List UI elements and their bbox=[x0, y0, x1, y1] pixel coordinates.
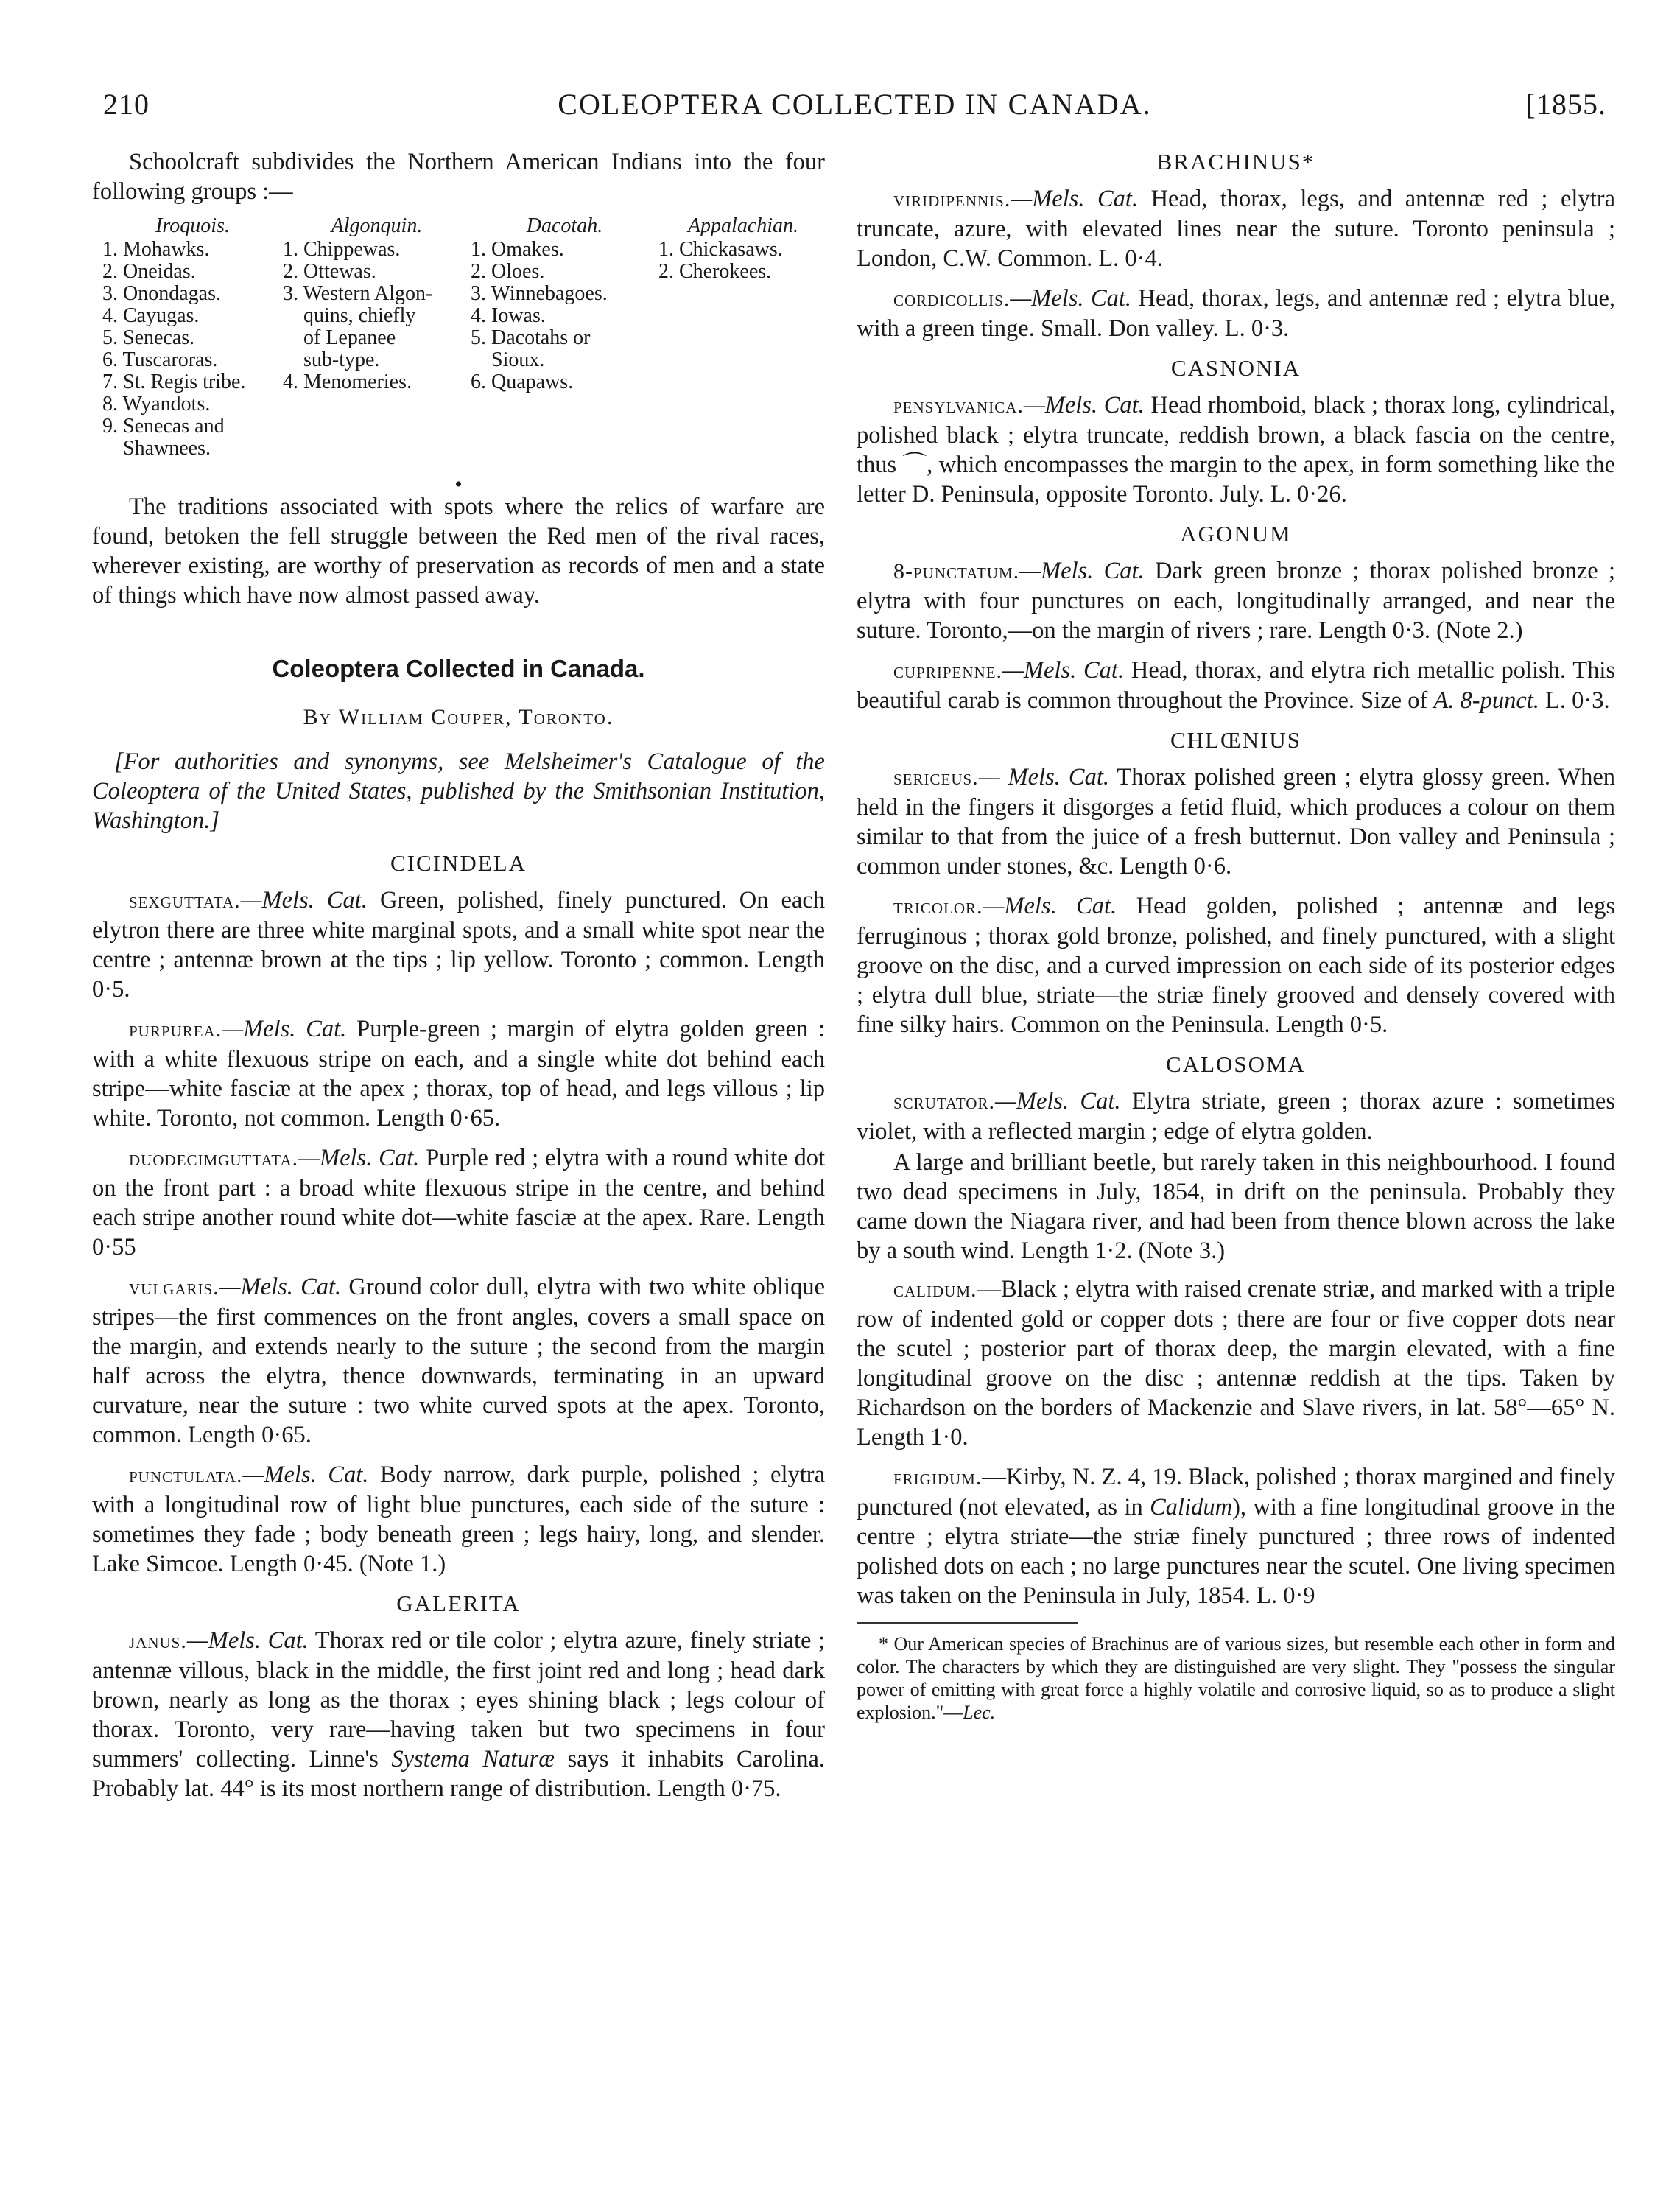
group-cell: 2. Cherokees. bbox=[658, 260, 772, 283]
group-cell: 4. Menomeries. bbox=[283, 371, 412, 393]
species-description: Elytra striate, green ; thorax azure : sometimes violet, with a reflected margin ; edge of elytra golden. bbox=[857, 1088, 1615, 1145]
species-entry-calidum bbox=[857, 1274, 1615, 1452]
byline: By William Couper, Toronto. bbox=[303, 705, 614, 729]
species-citation: — Mels. Cat. bbox=[978, 764, 1109, 790]
species-entry-duodecimguttata bbox=[92, 1143, 825, 1262]
genus-heading-galerita: GALERITA bbox=[396, 1590, 521, 1616]
group-cell bbox=[471, 415, 658, 438]
species-description: —Black ; elytra with raised crenate striæ, and marked with a triple row of indented gold or copper dots ; there are four or five copper dots near the scutel ; posterior part of thorax deep, the margin elevated, with a fine longitudinal groove on the disc ; antennæ reddish at the tips. Taken by Richardson on the borders of Mackenzie and Slave rivers, in lat. 58°—65° N. Length 1·0. bbox=[857, 1276, 1615, 1450]
genus-heading-casnonia: CASNONIA bbox=[1170, 355, 1301, 381]
book-title: Systema Naturæ bbox=[391, 1746, 555, 1772]
group-cell bbox=[471, 438, 658, 460]
species-citation: —Mels. Cat. bbox=[1010, 285, 1132, 312]
species-description: Head rhomboid, black ; thorax long, cylindrical, polished black ; elytra truncate, reddish brown, a black fascia on the centre, thus ⌒, which encompasses the margin to the apex, in form something like the letter D. Peninsula, opposite Toronto. July. L. 0·26. bbox=[857, 392, 1615, 508]
group-cell bbox=[283, 415, 471, 438]
species-citation: —Mels. Cat. bbox=[222, 1016, 347, 1042]
species-citation: —Mels. Cat. bbox=[994, 1088, 1121, 1115]
group-cell: 8. Wyandots. bbox=[102, 393, 211, 415]
species-entry-cupripenne bbox=[857, 656, 1615, 715]
footnote-rule bbox=[857, 1622, 1078, 1624]
species-name: frigidum. bbox=[893, 1465, 983, 1490]
species-description-cont: ), with a fine longitudinal groove in the centre ; elytra striate—the striæ finely punctured ; three rows of indented polished dots on each ; no large punctures near the scutel. One living specimen was taken on the Peninsula in July, 1854. L. 0·9 bbox=[857, 1494, 1615, 1609]
running-year: [1855. bbox=[1525, 88, 1606, 121]
group-cell: Sioux. bbox=[471, 348, 545, 371]
species-entry-frigidum bbox=[857, 1462, 1615, 1610]
species-entry-vulgaris bbox=[92, 1272, 825, 1450]
intro-paragraph: Schoolcraft subdivides the Northern American Indians into the four following groups :— bbox=[92, 149, 825, 205]
group-cell bbox=[658, 415, 828, 438]
species-name: cordicollis. bbox=[893, 287, 1011, 311]
authorities-note: [For authorities and synonyms, see Melsheimer's Catalogue of the Coleoptera of the United States, published by the Smithsonian Institution, Washington.] bbox=[92, 748, 825, 834]
indian-groups-table bbox=[102, 215, 825, 460]
species-name: calidum. bbox=[893, 1277, 977, 1302]
species-name: sericeus. bbox=[893, 765, 979, 790]
group-header: Dacotah. bbox=[526, 214, 603, 237]
species-citation: —Mels. Cat. bbox=[1019, 558, 1145, 584]
species-description-cont: says it inhabits Carolina. Probably lat. 44° is its most northern range of distribution. Length 0·75. bbox=[92, 1746, 825, 1802]
group-cell bbox=[283, 393, 471, 415]
group-cell: 5. Senecas. bbox=[102, 326, 195, 349]
genus-heading-chlaenius: CHLŒNIUS bbox=[1170, 727, 1301, 753]
group-cell: 1. Omakes. bbox=[471, 238, 564, 261]
footnote-text: * Our American species of Brachinus are of various sizes, but resemble each other in form and color. The characters by which they are distinguished are very slight. They "possess the singular power of emitting with great force a highly volatile and corrosive liquid, so as to produce a slight explosion."— bbox=[857, 1633, 1615, 1723]
species-description: Purple red ; elytra with a round white dot on the front part : a broad white flexuous stripe in the centre, and behind each stripe another round white dot—white fasciæ at the apex. Rare. Length 0·55 bbox=[92, 1145, 826, 1260]
species-name: sexguttata. bbox=[129, 888, 241, 913]
group-cell bbox=[658, 283, 828, 305]
group-cell: 2. Oneidas. bbox=[102, 260, 196, 283]
genus-heading-agonum: AGONUM bbox=[1180, 521, 1292, 547]
genus-heading-cicindela: CICINDELA bbox=[390, 850, 527, 876]
group-cell: 3. Onondagas. bbox=[102, 282, 221, 305]
footnote-citation: Lec. bbox=[963, 1702, 996, 1723]
left-column bbox=[92, 147, 825, 1814]
footnote bbox=[857, 1632, 1615, 1724]
group-header: Appalachian. bbox=[687, 214, 799, 237]
group-cell: 1. Chippewas. bbox=[283, 238, 401, 261]
species-name: cupripenne. bbox=[893, 659, 1003, 683]
species-description: Thorax polished green ; elytra glossy green. When held in the fingers it disgorges a fetid fluid, which produces a colour on them similar to that from the juice of a fresh butternut. Don valley and Peninsula ; common under stones, &c. Length 0·6. bbox=[857, 764, 1615, 880]
group-cell bbox=[658, 371, 828, 393]
species-name: vulgaris. bbox=[129, 1275, 219, 1299]
species-description: Head, thorax, and elytra rich metallic polish. This beautiful carab is common throughout the Province. Size of bbox=[857, 657, 1616, 714]
species-name: tricolor. bbox=[893, 894, 983, 919]
genus-heading-calosoma: CALOSOMA bbox=[1166, 1051, 1306, 1077]
species-entry-8-punctatum bbox=[857, 556, 1615, 645]
species-reference: Calidum bbox=[1150, 1494, 1233, 1520]
group-cell bbox=[283, 438, 471, 460]
species-description: Dark green bronze ; thorax polished bronze ; elytra with four punctures on each, longitudinally arranged, and near the suture. Toronto,—on the margin of rivers ; rare. Length 0·3. (Note 2.) bbox=[857, 558, 1615, 644]
species-citation: —Mels. Cat. bbox=[219, 1274, 342, 1300]
species-citation: —Mels. Cat. bbox=[242, 1462, 369, 1488]
species-description: Head, thorax, legs, and antennæ red ; elytra truncate, azure, with elevated lines near the suture. Toronto peninsula ; London, C.W. Common. L. 0·4. bbox=[857, 186, 1615, 272]
group-cell: 5. Dacotahs or bbox=[471, 326, 591, 349]
group-cell: 1. Chickasaws. bbox=[658, 238, 783, 261]
scrutator-note: A large and brilliant beetle, but rarely taken in this neighbourhood. I found two dead specimens in July, 1854, in drift on the peninsula. Probably they came down the Niagara river, and had been from thence blown across the lake by a south wind. Length 1·2. (Note 3.) bbox=[857, 1149, 1615, 1264]
species-name: purpurea. bbox=[129, 1017, 222, 1042]
traditions-paragraph: The traditions associated with spots where the relics of warfare are found, betoken the fell struggle between the Red men of the rival races, wherever existing, are worthy of preservation as records of men and a state of things which have now almost passed away. bbox=[92, 494, 825, 608]
group-header: Algonquin. bbox=[331, 214, 423, 237]
species-entry-sericeus bbox=[857, 762, 1615, 881]
species-name: janus. bbox=[129, 1629, 187, 1653]
species-entry-scrutator bbox=[857, 1087, 1615, 1146]
species-description: Body narrow, dark purple, polished ; elytra with a longitudinal row of light blue punctures, each side of the suture : sometimes they fade ; body beneath green ; legs hairy, long, and slender. Lake Simcoe. Length 0·45. (Note 1.) bbox=[92, 1462, 826, 1577]
species-description: Ground color dull, elytra with two white oblique stripes—the first commences on the front angles, covers a small space on the margin, and extends nearly to the suture ; the second from the margin half across the elytra, thence downwards, terminating in an upward curvature, near the suture : two white curved spots at the apex. Toronto, common. Length 0·65. bbox=[92, 1274, 825, 1448]
stray-dot: • bbox=[454, 472, 463, 497]
group-cell bbox=[658, 393, 828, 415]
running-title: COLEOPTERA COLLECTED IN CANADA. bbox=[558, 88, 1152, 121]
species-name: pensylvanica. bbox=[893, 393, 1024, 418]
species-description: Head golden, polished ; antennæ and legs ferruginous ; thorax gold bronze, polished, and finely punctured, with a slight groove on the disc, and a curved impression on each side of its posterior edges ; elytra dull blue, striate—the striæ finely grooved and densely covered with fine silky hairs. Common on the Peninsula. Length 0·5. bbox=[857, 893, 1615, 1038]
species-name: duodecimguttata. bbox=[129, 1146, 299, 1171]
species-description: Purple-green ; margin of elytra golden green : with a white flexuous stripe on each, and a single white dot behind each stripe—white fasciæ at the apex ; thorax, top of head, and legs villous ; lip white. Toronto, not common. Length 0·65. bbox=[92, 1016, 825, 1132]
page-number: 210 bbox=[103, 88, 150, 121]
group-cell: 7. St. Regis tribe. bbox=[102, 371, 246, 393]
species-description: Thorax red or tile color ; elytra azure, finely striate ; antennæ villous, black in the middle, the first joint red and long ; head dark brown, nearly as long as the thorax ; eyes shining black ; legs colour of thorax. Toronto, very rare—having taken but two specimens in four summers' collecting. Linne's bbox=[92, 1627, 826, 1772]
species-citation: —Mels. Cat. bbox=[1002, 657, 1125, 684]
group-cell bbox=[658, 327, 828, 349]
group-cell: 3. Western Algon- bbox=[283, 282, 433, 305]
species-description: Green, polished, finely punctured. On each elytron there are three white marginal spots, and a small white spot near the centre ; antennæ brown at the tips ; lip yellow. Toronto ; common. Length 0·5. bbox=[92, 887, 826, 1003]
species-entry-pensylvanica bbox=[857, 390, 1615, 509]
species-entry-tricolor bbox=[857, 891, 1615, 1039]
group-cell: 6. Quapaws. bbox=[471, 371, 574, 393]
species-entry-janus bbox=[92, 1626, 825, 1803]
group-cell: 2. Oloes. bbox=[471, 260, 545, 283]
species-citation: —Mels. Cat. bbox=[1011, 186, 1139, 212]
group-cell: 4. Cayugas. bbox=[102, 304, 200, 327]
group-cell: 1. Mohawks. bbox=[102, 238, 210, 261]
group-cell bbox=[658, 349, 828, 371]
group-cell bbox=[658, 305, 828, 327]
species-entry-cordicollis bbox=[857, 284, 1615, 343]
group-cell: Shawnees. bbox=[102, 437, 211, 460]
group-cell: quins, chiefly bbox=[283, 304, 416, 327]
running-head bbox=[103, 87, 1606, 131]
group-cell: 9. Senecas and bbox=[102, 415, 225, 438]
species-reference: A. 8-punct. bbox=[1433, 687, 1539, 714]
species-name: viridipennis. bbox=[893, 187, 1011, 211]
species-description-cont: L. 0·3. bbox=[1539, 687, 1610, 714]
group-cell bbox=[471, 393, 658, 415]
species-entry-viridipennis bbox=[857, 184, 1615, 273]
group-cell: 4. Iowas. bbox=[471, 304, 546, 327]
species-description: Head, thorax, legs, and antennæ red ; elytra blue, with a green tinge. Small. Don valley. L. 0·3. bbox=[857, 285, 1615, 342]
species-entry-purpurea bbox=[92, 1014, 825, 1133]
group-cell: 3. Winnebagoes. bbox=[471, 282, 608, 305]
species-citation: —Mels. Cat. bbox=[1023, 392, 1145, 418]
species-description: —Kirby, N. Z. 4, 19. Black, polished ; thorax margined and finely punctured (not elevated, as in bbox=[857, 1464, 1615, 1520]
species-entry-punctulata bbox=[92, 1460, 825, 1579]
species-citation: —Mels. Cat. bbox=[298, 1145, 420, 1171]
group-cell: of Lepanee bbox=[283, 326, 396, 349]
group-cell: sub-type. bbox=[283, 348, 380, 371]
article-title: Coleoptera Collected in Canada. bbox=[272, 655, 645, 682]
species-name: punctulata. bbox=[129, 1463, 243, 1487]
species-citation: —Mels. Cat. bbox=[240, 887, 368, 913]
species-name: 8-punctatum. bbox=[893, 559, 1020, 583]
species-citation: —Mels. Cat. bbox=[983, 893, 1117, 919]
group-cell bbox=[658, 438, 828, 460]
group-header: Iroquois. bbox=[155, 214, 230, 237]
group-cell: 6. Tuscaroras. bbox=[102, 348, 218, 371]
group-cell: 2. Ottewas. bbox=[283, 260, 376, 283]
species-entry-sexguttata bbox=[92, 885, 825, 1004]
species-name: scrutator. bbox=[893, 1090, 995, 1114]
genus-heading-brachinus: BRACHINUS* bbox=[1156, 149, 1315, 175]
species-citation: —Mels. Cat. bbox=[186, 1627, 309, 1654]
right-column bbox=[857, 147, 1615, 1733]
